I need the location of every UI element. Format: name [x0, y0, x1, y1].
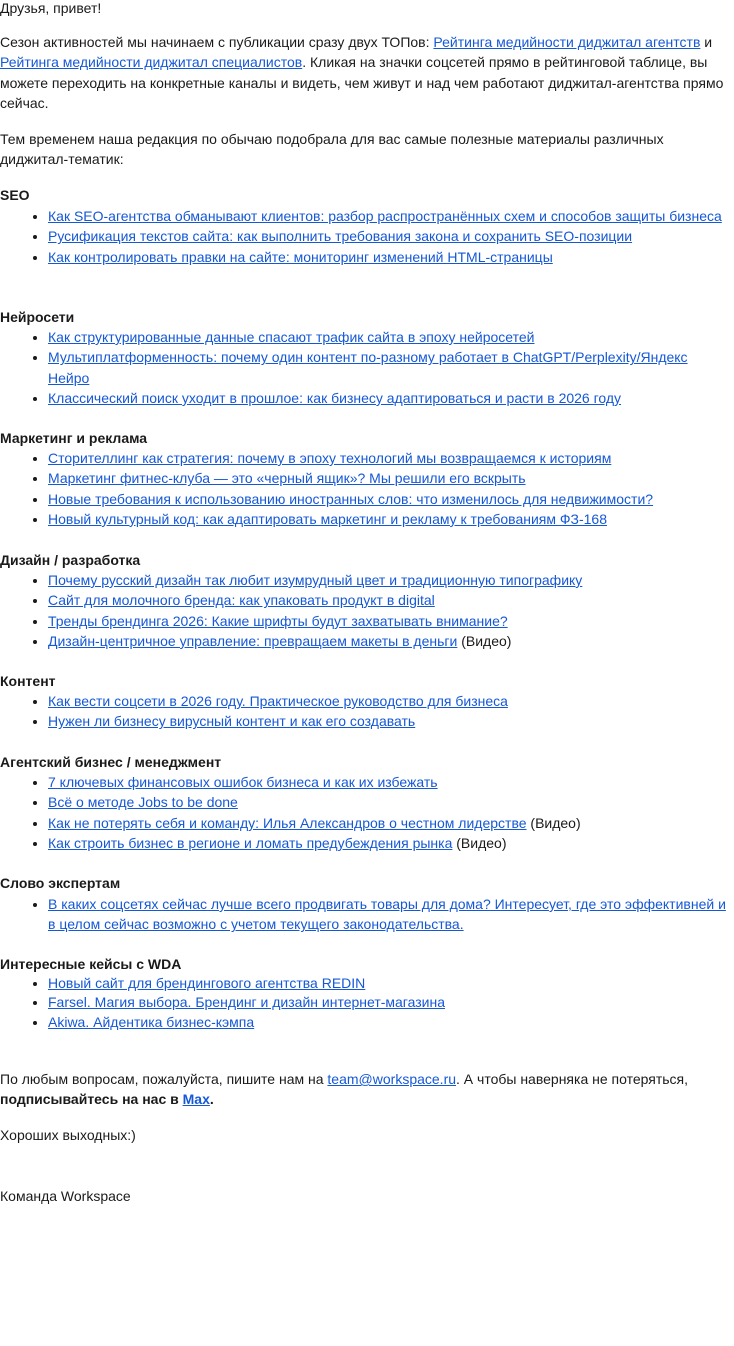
intro-materials-paragraph: Тем временем наша редакция по обычаю подобрала для вас самые полезные материалы различных диджитал-тематик:	[0, 131, 664, 168]
email-link[interactable]: team@workspace.ru	[327, 1071, 457, 1087]
article-link[interactable]: Классический поиск уходит в прошлое: как бизнесу адаптироваться и расти в 2026 году	[48, 389, 622, 406]
article-link[interactable]: Сайт для молочного бренда: как упаковать продукт в digital	[48, 592, 435, 609]
article-link[interactable]: Как контролировать правки на сайте: мониторинг изменений HTML-страницы	[48, 248, 553, 265]
article-link[interactable]: Русификация текстов сайта: как выполнить требования закона и сохранить SEO-позиции	[48, 228, 633, 245]
subscribe-dot: .	[209, 1091, 214, 1108]
section-list-neural	[0, 327, 734, 408]
article-link[interactable]: Дизайн-центричное управление: превращаем макеты в деньги	[48, 632, 458, 649]
list-item	[48, 974, 734, 993]
article-link[interactable]: Новые требования к использованию иностранных слов: что изменилось для недвижимости?	[48, 490, 654, 507]
list-item	[48, 590, 734, 610]
section-title-content: Контент	[0, 673, 56, 689]
article-link[interactable]: Нужен ли бизнесу вирусный контент и как его создавать	[48, 713, 416, 730]
article-link[interactable]: Как не потерять себя и команду: Илья Александров о честном лидерстве	[48, 814, 527, 831]
list-item	[48, 631, 734, 651]
article-link[interactable]: Как вести соцсети в 2026 году. Практическое руководство для бизнеса	[48, 693, 508, 709]
case-link[interactable]: Akiwa. Айдентика бизнес-кэмпа	[48, 1013, 255, 1030]
list-item	[48, 711, 734, 731]
section-list-content	[0, 691, 734, 732]
subscribe-label: подписывайтесь на нас в	[0, 1091, 183, 1108]
list-item	[48, 448, 734, 468]
section-title-seo: SEO	[0, 187, 30, 203]
list-item	[48, 691, 734, 711]
list-item	[48, 570, 734, 590]
section-list-design	[0, 570, 734, 651]
section-title-cases: Интересные кейсы с WDA	[0, 956, 182, 972]
article-link[interactable]: Сторителлинг как стратегия: почему в эпоху технологий мы возвращаемся к историям	[48, 450, 612, 466]
section-title-neural: Нейросети	[0, 309, 75, 325]
list-item	[48, 509, 734, 529]
contact-paragraph	[0, 1069, 734, 1110]
video-label: (Видео)	[526, 814, 581, 831]
article-link[interactable]: 7 ключевых финансовых ошибок бизнеса и как их избежать	[48, 774, 438, 790]
article-link[interactable]: В каких соцсетях сейчас лучше всего продвигать товары для дома? Интересует, где это эффективней и в целом сейчас возможно с учетом текущего законодательства.	[48, 896, 726, 933]
intro-prefix: Сезон активностей мы начинаем с публикации сразу двух ТОПов:	[0, 34, 434, 50]
agency-rating-link[interactable]: Рейтинга медийности диджитал агентств	[433, 34, 701, 50]
section-list-agency-business	[0, 772, 734, 853]
list-item	[48, 468, 734, 488]
article-link[interactable]: Как структурированные данные спасают трафик сайта в эпоху нейросетей	[48, 329, 535, 345]
list-item	[48, 489, 734, 509]
list-item	[48, 792, 734, 812]
subscribe-text	[0, 1091, 214, 1107]
video-label: (Видео)	[457, 632, 512, 649]
article-link[interactable]: Почему русский дизайн так любит изумрудный цвет и традиционную типографику	[48, 572, 583, 588]
list-item	[48, 247, 734, 267]
article-link[interactable]: Как строить бизнес в регионе и ломать предубеждения рынка	[48, 834, 453, 851]
max-link[interactable]: Max	[182, 1091, 210, 1108]
contact-mid: . А чтобы наверняка не потеряться,	[456, 1071, 689, 1087]
section-title-agency-business: Агентский бизнес / менеджмент	[0, 754, 222, 770]
case-link[interactable]: Farsel. Магия выбора. Брендинг и дизайн интернет-магазина	[48, 994, 445, 1011]
list-item	[48, 327, 734, 347]
list-item	[48, 813, 734, 833]
section-list-seo	[0, 206, 734, 267]
list-item	[48, 772, 734, 792]
list-item	[48, 993, 734, 1012]
case-link[interactable]: Новый сайт для брендингового агентства REDIN	[48, 975, 366, 991]
signature: Команда Workspace	[0, 1188, 131, 1204]
list-item	[48, 1013, 734, 1032]
section-title-experts: Слово экспертам	[0, 875, 121, 891]
section-list-marketing	[0, 448, 734, 529]
specialist-rating-link[interactable]: Рейтинга медийности диджитал специалистов	[0, 54, 303, 71]
contact-prefix: По любым вопросам, пожалуйста, пишите нам на	[0, 1071, 328, 1087]
intro-paragraph	[0, 32, 734, 113]
list-item	[48, 206, 734, 226]
intro-suffix: . Кликая на значки соцсетей прямо в рейтинговой таблице, вы можете переходить на конкретные каналы и видеть, чем живут и над чем работают диджитал-агентства прямо сейчас.	[0, 54, 724, 111]
article-link[interactable]: Мультиплатформенность: почему один контент по-разному работает в ChatGPT/Perplexity/Яндекс Нейро	[48, 349, 688, 386]
greeting: Друзья, привет!	[0, 0, 102, 16]
section-list-cases	[0, 974, 734, 1032]
article-link[interactable]: Новый культурный код: как адаптировать маркетинг и рекламу к требованиям ФЗ-168	[48, 510, 608, 527]
weekend-wish: Хороших выходных:)	[0, 1127, 136, 1143]
list-item	[48, 611, 734, 631]
section-title-design: Дизайн / разработка	[0, 552, 141, 568]
intro-between: и	[700, 34, 713, 50]
section-title-marketing: Маркетинг и реклама	[0, 430, 148, 446]
video-label: (Видео)	[452, 834, 507, 851]
list-item	[48, 388, 734, 408]
list-item	[48, 347, 734, 388]
section-list-experts	[0, 894, 734, 935]
article-link[interactable]: Всё о методе Jobs to be done	[48, 794, 238, 811]
list-item	[48, 226, 734, 246]
article-link[interactable]: Тренды брендинга 2026: Какие шрифты будут захватывать внимание?	[48, 612, 508, 629]
article-link[interactable]: Маркетинг фитнес-клуба — это «черный ящик»? Мы решили его вскрыть	[48, 470, 526, 487]
list-item	[48, 894, 734, 935]
list-item	[48, 833, 734, 853]
article-link[interactable]: Как SEO-агентства обманывают клиентов: разбор распространённых схем и способов защиты бизнеса	[48, 208, 722, 224]
